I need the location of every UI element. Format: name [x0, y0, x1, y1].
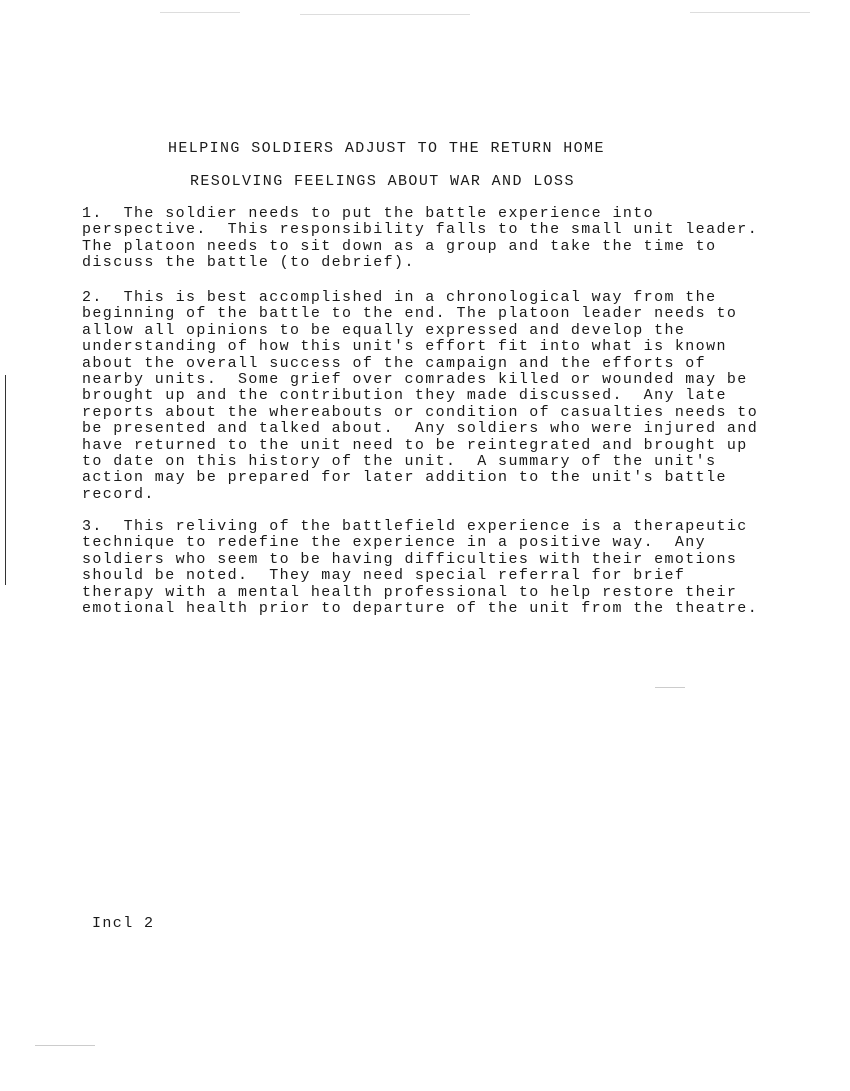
paragraph-1 [82, 206, 758, 272]
scan-noise [35, 1045, 95, 1046]
text-line: record. [82, 485, 155, 503]
text-line: The platoon needs to sit down as a group and take the time to [82, 237, 717, 255]
text-line: soldiers who seem to be having difficulties with their emotions [82, 550, 738, 568]
scan-noise [655, 687, 685, 688]
paragraph-2 [82, 290, 758, 503]
text-line: action may be prepared for later addition to the unit's battle [82, 469, 727, 487]
scan-noise [160, 12, 240, 13]
text-line: have returned to the unit need to be reintegrated and brought up [82, 436, 748, 454]
text-line: technique to redefine the experience in a positive way. Any [82, 534, 707, 552]
enclosure-label: Incl 2 [92, 915, 155, 932]
text-line: understanding of how this unit's effort fit into what is known [82, 338, 727, 356]
scan-noise [300, 14, 470, 15]
text-line: perspective. This responsibility falls to the small unit leader. [82, 221, 759, 239]
text-line: discuss the battle (to debrief). [82, 254, 415, 272]
text-line: about the overall success of the campaign and the efforts of [82, 354, 707, 372]
document-title: HELPING SOLDIERS ADJUST TO THE RETURN HOME [168, 140, 605, 157]
text-line: brought up and the contribution they made discussed. Any late [82, 387, 727, 405]
text-line: allow all opinions to be equally expressed and develop the [82, 321, 686, 339]
text-line: be presented and talked about. Any soldiers who were injured and [82, 420, 759, 438]
paragraph-3 [82, 519, 758, 617]
document-subtitle: RESOLVING FEELINGS ABOUT WAR AND LOSS [190, 173, 575, 190]
scan-noise [690, 12, 810, 13]
text-line: 2. This is best accomplished in a chronological way from the [82, 289, 717, 306]
text-line: reports about the whereabouts or condition of casualties needs to [82, 403, 759, 421]
scan-edge-line [5, 375, 6, 585]
text-line: to date on this history of the unit. A summary of the unit's [82, 452, 717, 470]
text-line: nearby units. Some grief over comrades killed or wounded may be [82, 370, 748, 388]
text-line: beginning of the battle to the end. The platoon leader needs to [82, 305, 738, 323]
text-line: should be noted. They may need special referral for brief [82, 567, 686, 585]
text-line: therapy with a mental health professional to help restore their [82, 583, 738, 601]
text-line: 3. This reliving of the battlefield experience is a therapeutic [82, 518, 748, 535]
text-line: emotional health prior to departure of the unit from the theatre. [82, 599, 759, 617]
text-line: 1. The soldier needs to put the battle experience into [82, 205, 655, 222]
